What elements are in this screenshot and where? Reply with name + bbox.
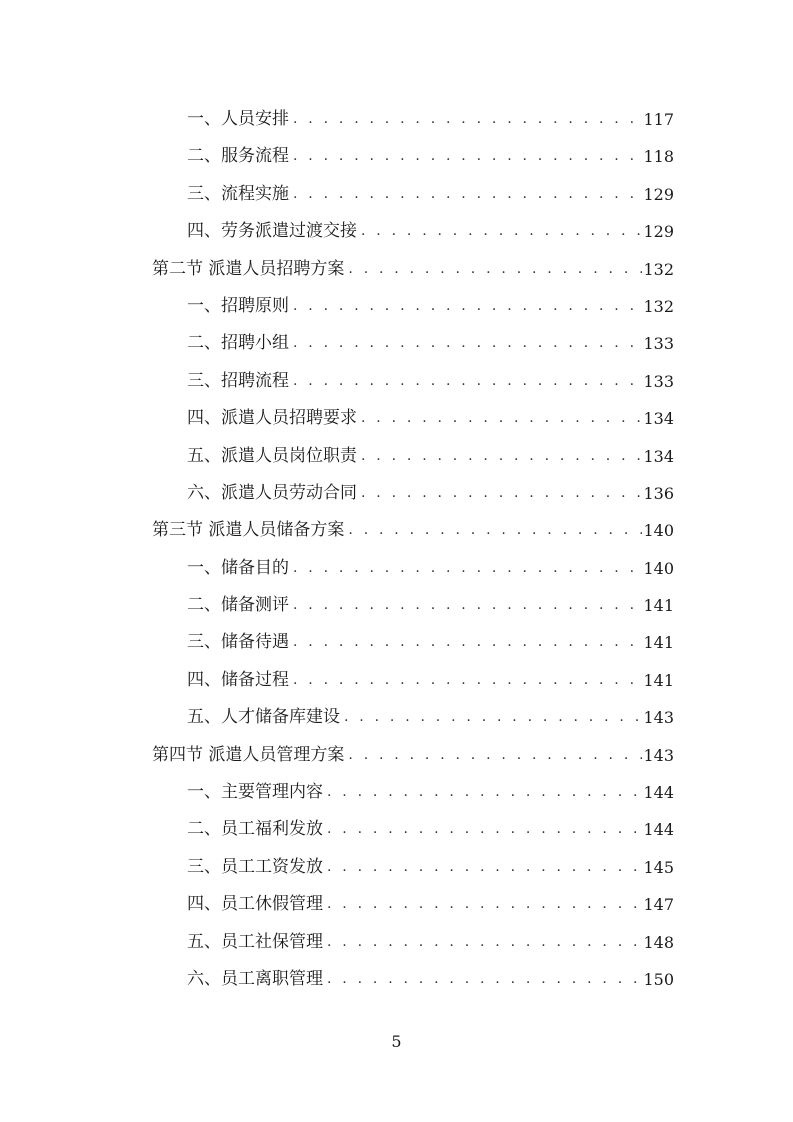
dot-leader xyxy=(327,774,642,811)
toc-entry[interactable] xyxy=(0,662,793,699)
toc-entry-title: 二、服务流程 xyxy=(187,146,289,167)
toc-entry[interactable] xyxy=(0,961,793,998)
toc-entry-title: 一、储备目的 xyxy=(187,557,289,578)
dot-leader xyxy=(293,363,642,400)
toc-page-number: 143 xyxy=(643,708,674,728)
table-of-contents xyxy=(0,101,793,998)
dot-leader xyxy=(327,961,642,998)
toc-page-number: 132 xyxy=(643,259,674,279)
toc-entry-title: 三、储备待遇 xyxy=(187,632,289,653)
toc-entry-title: 四、劳务派遣过渡交接 xyxy=(187,221,357,242)
toc-entry[interactable] xyxy=(0,138,793,175)
toc-entry[interactable] xyxy=(0,475,793,512)
toc-entry[interactable] xyxy=(0,811,793,848)
dot-leader xyxy=(361,213,642,250)
toc-entry[interactable] xyxy=(0,774,793,811)
dot-leader xyxy=(293,138,642,175)
toc-entry[interactable] xyxy=(0,624,793,661)
dot-leader xyxy=(293,587,642,624)
toc-entry[interactable] xyxy=(0,587,793,624)
toc-section-entry[interactable] xyxy=(0,737,793,774)
toc-entry-title: 二、招聘小组 xyxy=(187,333,289,354)
toc-section-entry[interactable] xyxy=(0,512,793,549)
dot-leader xyxy=(327,924,642,961)
page-number-footer: 5 xyxy=(391,1032,402,1051)
toc-entry[interactable] xyxy=(0,288,793,325)
toc-page-number: 129 xyxy=(643,222,674,242)
toc-page-number: 145 xyxy=(643,857,674,877)
toc-page-number: 150 xyxy=(643,969,674,989)
toc-page-number: 133 xyxy=(643,334,674,354)
toc-page-number: 144 xyxy=(643,783,674,803)
toc-page-number: 117 xyxy=(643,110,674,129)
toc-page-number: 134 xyxy=(643,446,674,466)
toc-entry[interactable] xyxy=(0,924,793,961)
toc-entry[interactable] xyxy=(0,176,793,213)
toc-entry-title: 第四节 派遣人员管理方案 xyxy=(152,744,345,765)
dot-leader xyxy=(348,737,642,774)
dot-leader xyxy=(293,325,642,362)
dot-leader xyxy=(344,699,642,736)
toc-entry-title: 四、员工休假管理 xyxy=(187,894,323,915)
toc-page-number: 141 xyxy=(643,670,674,690)
toc-entry[interactable] xyxy=(0,400,793,437)
dot-leader xyxy=(293,101,642,138)
dot-leader xyxy=(293,288,642,325)
dot-leader xyxy=(327,811,642,848)
dot-leader xyxy=(361,438,642,475)
dot-leader xyxy=(293,662,642,699)
toc-entry-title: 第三节 派遣人员储备方案 xyxy=(152,520,345,541)
toc-page-number: 118 xyxy=(643,147,674,167)
toc-entry[interactable] xyxy=(0,213,793,250)
toc-page-number: 129 xyxy=(643,184,674,204)
toc-entry[interactable] xyxy=(0,849,793,886)
dot-leader xyxy=(348,251,642,288)
toc-entry-title: 一、人员安排 xyxy=(187,109,289,129)
toc-page-number: 148 xyxy=(643,932,674,952)
dot-leader xyxy=(327,849,642,886)
toc-page-number: 141 xyxy=(643,596,674,616)
dot-leader xyxy=(348,512,642,549)
toc-page-number: 133 xyxy=(643,371,674,391)
toc-entry-title: 三、招聘流程 xyxy=(187,370,289,391)
toc-page-number: 144 xyxy=(643,820,674,840)
toc-entry[interactable] xyxy=(0,438,793,475)
toc-entry-title: 三、流程实施 xyxy=(187,183,289,204)
toc-entry-title: 六、员工离职管理 xyxy=(187,968,323,989)
toc-entry-title: 二、储备测评 xyxy=(187,595,289,616)
toc-entry[interactable] xyxy=(0,363,793,400)
toc-entry-title: 三、员工工资发放 xyxy=(187,856,323,877)
dot-leader xyxy=(293,176,642,213)
toc-entry-title: 四、派遣人员招聘要求 xyxy=(187,408,357,429)
toc-page-number: 143 xyxy=(643,745,674,765)
dot-leader xyxy=(327,886,642,923)
toc-entry-title: 五、派遣人员岗位职责 xyxy=(187,445,357,466)
toc-entry-title: 四、储备过程 xyxy=(187,669,289,690)
toc-entry[interactable] xyxy=(0,886,793,923)
toc-entry-title: 一、主要管理内容 xyxy=(187,782,323,803)
toc-entry-title: 五、员工社保管理 xyxy=(187,931,323,952)
toc-entry-title: 五、人才储备库建设 xyxy=(187,707,340,728)
toc-page-number: 132 xyxy=(643,296,674,316)
dot-leader xyxy=(293,550,642,587)
toc-entry-title: 二、员工福利发放 xyxy=(187,819,323,840)
toc-page-number: 140 xyxy=(643,521,674,541)
toc-page-number: 147 xyxy=(643,895,674,915)
dot-leader xyxy=(361,475,642,512)
toc-entry[interactable] xyxy=(0,325,793,362)
toc-entry-title: 第二节 派遣人员招聘方案 xyxy=(152,258,345,279)
toc-page-number: 136 xyxy=(643,483,674,503)
toc-page-number: 141 xyxy=(643,633,674,653)
toc-entry-title: 一、招聘原则 xyxy=(187,295,289,316)
toc-entry[interactable] xyxy=(0,550,793,587)
toc-page-number: 140 xyxy=(643,558,674,578)
toc-entry-title: 六、派遣人员劳动合同 xyxy=(187,482,357,503)
toc-section-entry[interactable] xyxy=(0,251,793,288)
toc-entry[interactable] xyxy=(0,101,793,138)
toc-page-number: 134 xyxy=(643,409,674,429)
dot-leader xyxy=(293,624,642,661)
dot-leader xyxy=(361,400,642,437)
toc-entry[interactable] xyxy=(0,699,793,736)
